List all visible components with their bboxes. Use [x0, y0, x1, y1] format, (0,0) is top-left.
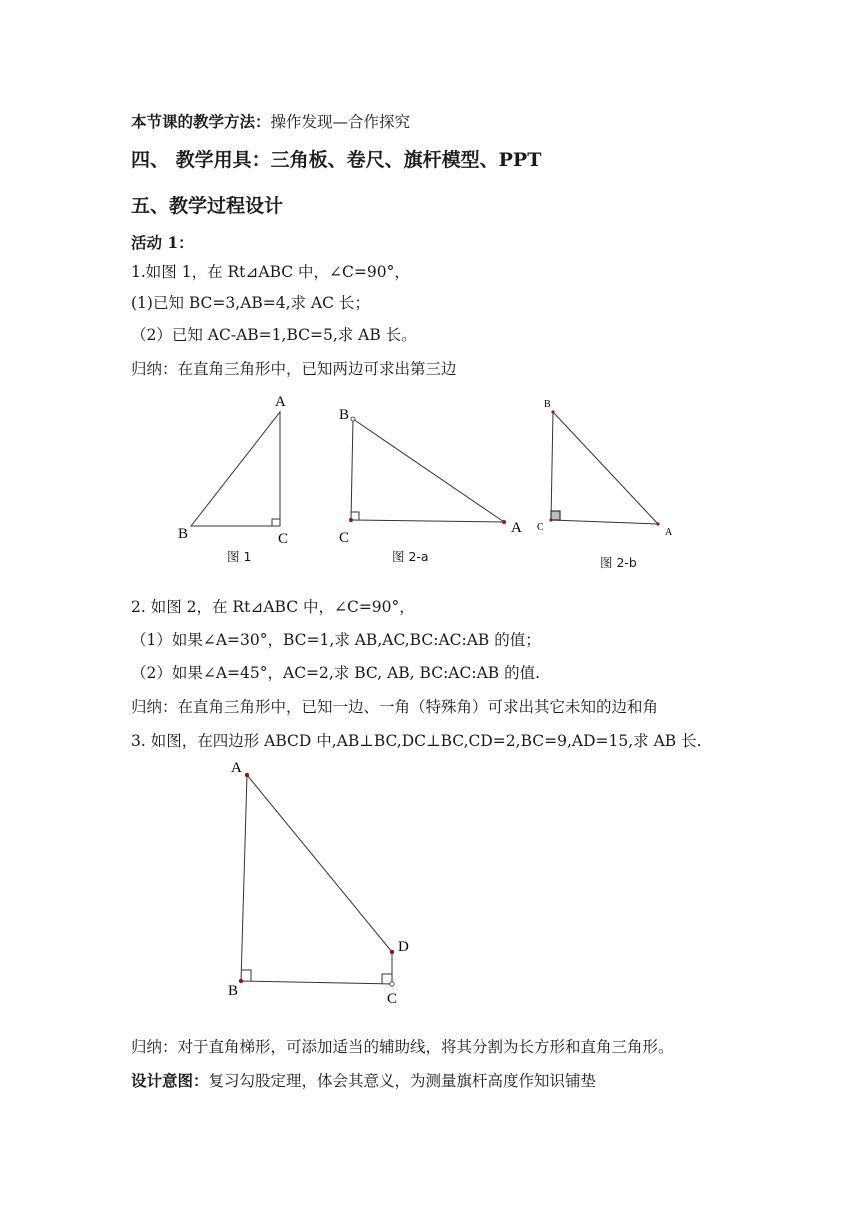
- q1-stem: 1.如图 1，在 Rt⊿ABC 中，∠C=90°，: [131, 263, 410, 281]
- design-text: 复习勾股定理，体会其意义，为测量旗杆高度作知识铺垫: [208, 1072, 597, 1090]
- right-angle-mark-b: [241, 970, 251, 981]
- q3-summary: 归纳：对于直角梯形，可添加适当的辅助线，将其分割为长方形和直角三角形。: [131, 1038, 674, 1056]
- q2-summary: 归纳：在直角三角形中，已知一边、一角（特殊角）可求出其它未知的边和角: [131, 698, 659, 716]
- label-c: C: [339, 530, 350, 546]
- design-line: [131, 1071, 596, 1091]
- method-text: 操作发现—合作探究: [270, 113, 411, 131]
- side-bc: [241, 981, 392, 984]
- caption-fig2b: 图 2-b: [600, 555, 637, 570]
- side-ca: [351, 520, 504, 522]
- figure-2a: [330, 400, 530, 550]
- q2-part2: （2）如果∠A=45°，AC=2,求 BC, AB, BC:AC:AB 的值.: [131, 664, 541, 682]
- design-label: 设计意图：: [131, 1071, 209, 1090]
- side-bc: [351, 419, 353, 520]
- label-b: B: [178, 526, 189, 542]
- side-ab: [553, 412, 658, 524]
- q1-summary: 归纳：在直角三角形中，已知两边可求出第三边: [131, 360, 457, 378]
- q1-part2: （2）已知 AC-AB=1,BC=5,求 AB 长。: [131, 326, 417, 344]
- method-line: [131, 112, 410, 132]
- label-c: C: [278, 531, 289, 547]
- activity1-label: 活动 1：: [131, 233, 194, 252]
- caption-fig1: 图 1: [227, 549, 252, 564]
- section4-heading: 四、 教学用具：三角板、卷尺、旗杆模型、PPT: [131, 149, 542, 171]
- q2-stem: 2. 如图 2，在 Rt⊿ABC 中，∠C=90°，: [131, 598, 415, 616]
- section5-heading: 五、教学过程设计: [131, 195, 284, 217]
- point-b: [551, 410, 554, 413]
- side-ca: [551, 520, 658, 524]
- label-b: B: [228, 983, 239, 999]
- right-angle-mark: [551, 511, 560, 520]
- point-a: [656, 522, 659, 525]
- point-c: [390, 982, 394, 986]
- q1-part1: (1)已知 BC=3,AB=4,求 AC 长；: [131, 294, 370, 312]
- point-d: [390, 950, 394, 954]
- q3-stem: 3. 如图，在四边形 ABCD 中,AB⊥BC,DC⊥BC,CD=2,BC=9,AD=15,求 AB 长.: [131, 732, 702, 750]
- right-angle-mark: [272, 519, 280, 526]
- caption-fig2a: 图 2-a: [392, 549, 429, 564]
- label-d: D: [398, 939, 409, 955]
- point-a: [245, 773, 249, 777]
- point-c: [549, 518, 552, 521]
- point-b: [351, 417, 355, 421]
- point-b: [239, 979, 243, 983]
- point-a: [502, 520, 506, 524]
- label-a: A: [231, 760, 242, 776]
- side-ad: [247, 775, 392, 952]
- label-b: B: [339, 407, 350, 423]
- label-c: C: [387, 991, 398, 1007]
- figure-1: [170, 388, 310, 548]
- label-b: B: [544, 399, 551, 410]
- label-a: A: [665, 527, 673, 538]
- q2-part1: （1）如果∠A=30°，BC=1,求 AB,AC,BC:AC:AB 的值；: [131, 631, 541, 649]
- label-a: A: [275, 394, 286, 410]
- label-a: A: [511, 520, 522, 536]
- method-label: 本节课的教学方法：: [131, 112, 271, 131]
- label-c: C: [537, 522, 544, 533]
- figure-2b: [530, 392, 680, 542]
- side-bc: [551, 412, 553, 520]
- triangle-abc: [191, 412, 280, 526]
- side-ab: [353, 419, 504, 522]
- point-c: [349, 518, 353, 522]
- figure-3: [220, 755, 420, 1010]
- side-ab: [241, 775, 247, 981]
